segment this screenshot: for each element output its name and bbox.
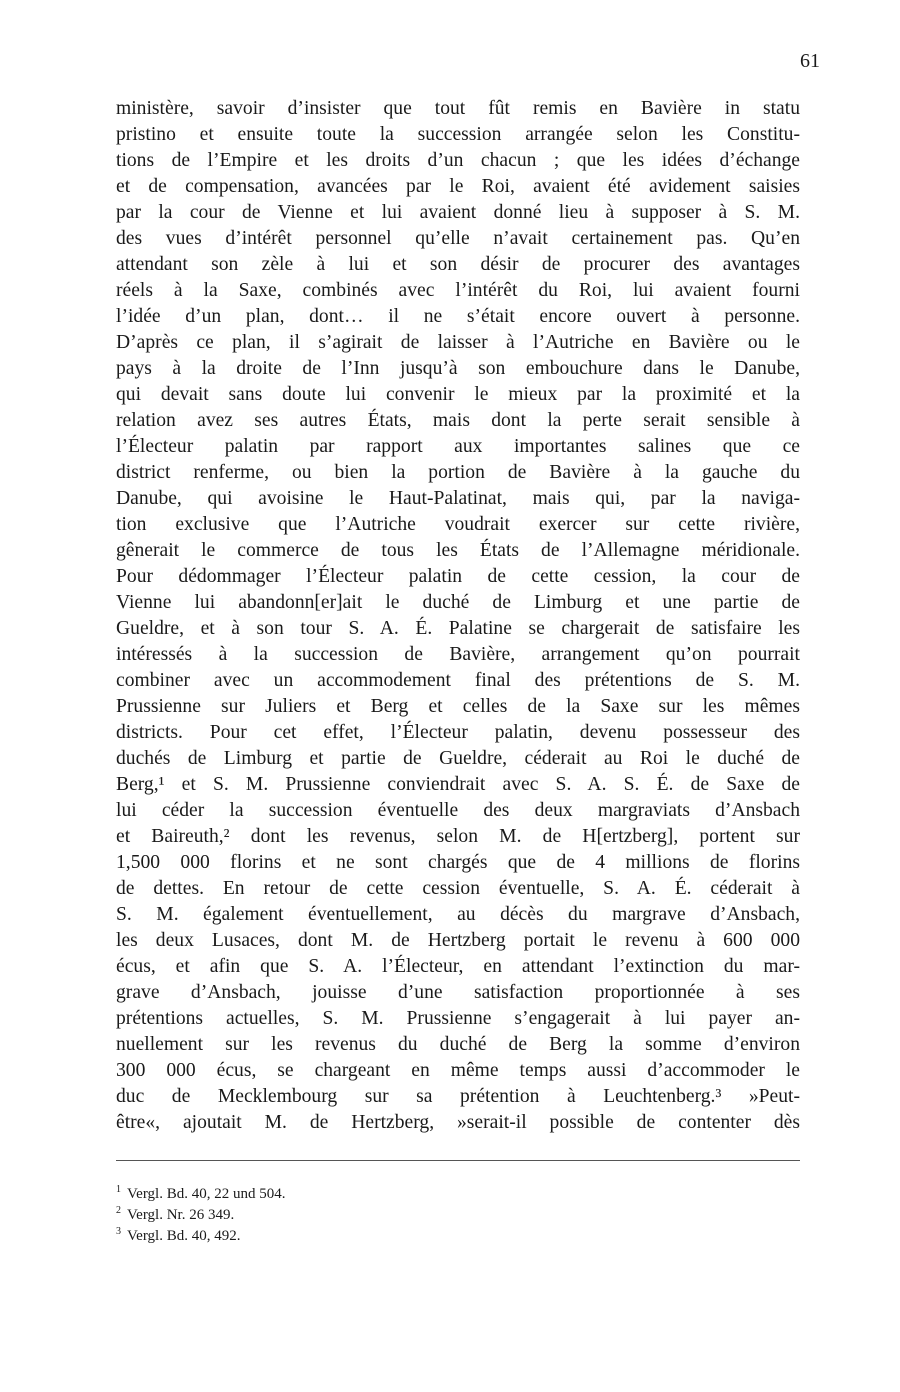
text-line: réels à la Saxe, combinés avec l’intérêt du Roi, lui avaient fourni [116, 280, 800, 301]
text-line: Vienne lui abandonn[er]ait le duché de Limburg et une partie de [116, 592, 800, 613]
text-line: pristino et ensuite toute la succession arrangée selon les Constitu- [116, 124, 800, 145]
footnote-mark: 1 [116, 1184, 121, 1195]
text-line: et de compensation, avancées par le Roi, avaient été avidement saisies [116, 176, 800, 197]
body-text [116, 96, 800, 1136]
text-line: gênerait le commerce de tous les États de l’Allemagne méridionale. [116, 540, 800, 561]
text-line: relation avez ses autres États, mais dont la perte serait sensible à [116, 410, 800, 431]
text-line: S. M. également éventuellement, au décès du margrave d’Ansbach, [116, 904, 800, 925]
text-line: ministère, savoir d’insister que tout fût remis en Bavière in statu [116, 98, 800, 119]
text-line: duchés de Limburg et partie de Gueldre, céderait au Roi le duché de [116, 748, 800, 769]
text-line: écus, et afin que S. A. l’Électeur, en attendant l’extinction du mar- [116, 956, 800, 977]
text-line: attendant son zèle à lui et son désir de procurer des avantages [116, 254, 800, 275]
text-line: combiner avec un accommodement final des prétentions de S. M. [116, 670, 800, 691]
text-line: pays à la droite de l’Inn jusqu’à son embouchure dans le Danube, [116, 358, 800, 379]
text-line: lui céder la succession éventuelle des deux margraviats d’Ansbach [116, 800, 800, 821]
text-line: tions de l’Empire et les droits d’un chacun ; que les idées d’échange [116, 150, 800, 171]
text-line: de dettes. En retour de cette cession éventuelle, S. A. É. céderait à [116, 878, 800, 899]
text-line: grave d’Ansbach, jouisse d’une satisfaction proportionnée à ses [116, 982, 800, 1003]
footnote-divider [116, 1160, 800, 1161]
text-line: et Baireuth,² dont les revenus, selon M. de H[ertzberg], portent sur [116, 826, 800, 847]
text-line: l’idée d’un plan, dont… il ne s’était encore ouvert à personne. [116, 306, 800, 327]
text-line: les deux Lusaces, dont M. de Hertzberg portait le revenu à 600 000 [116, 930, 800, 951]
text-line: duc de Mecklembourg sur sa prétention à Leuchtenberg.³ »Peut- [116, 1086, 800, 1107]
text-line: prétentions actuelles, S. M. Prussienne s’engagerait à lui payer an- [116, 1008, 800, 1029]
footnote-text: Vergl. Bd. 40, 22 und 504. [127, 1186, 286, 1202]
footnote-mark: 3 [116, 1226, 121, 1237]
footnote-text: Vergl. Bd. 40, 492. [127, 1228, 241, 1244]
text-line: nuellement sur les revenus du duché de Berg la somme d’environ [116, 1034, 800, 1055]
text-line: 1,500 000 florins et ne sont chargés que de 4 millions de florins [116, 852, 800, 873]
footnotes [116, 1184, 800, 1247]
text-line: qui devait sans doute lui convenir le mieux par la proximité et la [116, 384, 800, 405]
text-line: Pour dédommager l’Électeur palatin de cette cession, la cour de [116, 566, 800, 587]
text-line: être«, ajoutait M. de Hertzberg, »serait-il possible de contenter dès [116, 1112, 800, 1133]
text-line: Danube, qui avoisine le Haut-Palatinat, mais qui, par la naviga- [116, 488, 800, 509]
footnote-2 [116, 1205, 800, 1226]
footnote-text: Vergl. Nr. 26 349. [127, 1207, 235, 1223]
page-number: 61 [800, 50, 820, 72]
text-line: des vues d’intérêt personnel qu’elle n’avait certainement pas. Qu’en [116, 228, 800, 249]
text-line: districts. Pour cet effet, l’Électeur palatin, devenu possesseur des [116, 722, 800, 743]
text-line: par la cour de Vienne et lui avaient donné lieu à supposer à S. M. [116, 202, 800, 223]
footnote-1 [116, 1184, 800, 1205]
footnote-mark: 2 [116, 1205, 121, 1216]
text-line: Berg,¹ et S. M. Prussienne conviendrait avec S. A. S. É. de Saxe de [116, 774, 800, 795]
text-line: district renferme, ou bien la portion de Bavière à la gauche du [116, 462, 800, 483]
text-line: D’après ce plan, il s’agirait de laisser à l’Autriche en Bavière ou le [116, 332, 800, 353]
text-line: l’Électeur palatin par rapport aux importantes salines que ce [116, 436, 800, 457]
text-line: 300 000 écus, se chargeant en même temps aussi d’accommoder le [116, 1060, 800, 1081]
text-line: Prussienne sur Juliers et Berg et celles de la Saxe sur les mêmes [116, 696, 800, 717]
text-line: Gueldre, et à son tour S. A. É. Palatine se chargerait de satisfaire les [116, 618, 800, 639]
text-line: tion exclusive que l’Autriche voudrait exercer sur cette rivière, [116, 514, 800, 535]
footnote-3 [116, 1226, 800, 1247]
text-line: intéressés à la succession de Bavière, arrangement qu’on pourrait [116, 644, 800, 665]
